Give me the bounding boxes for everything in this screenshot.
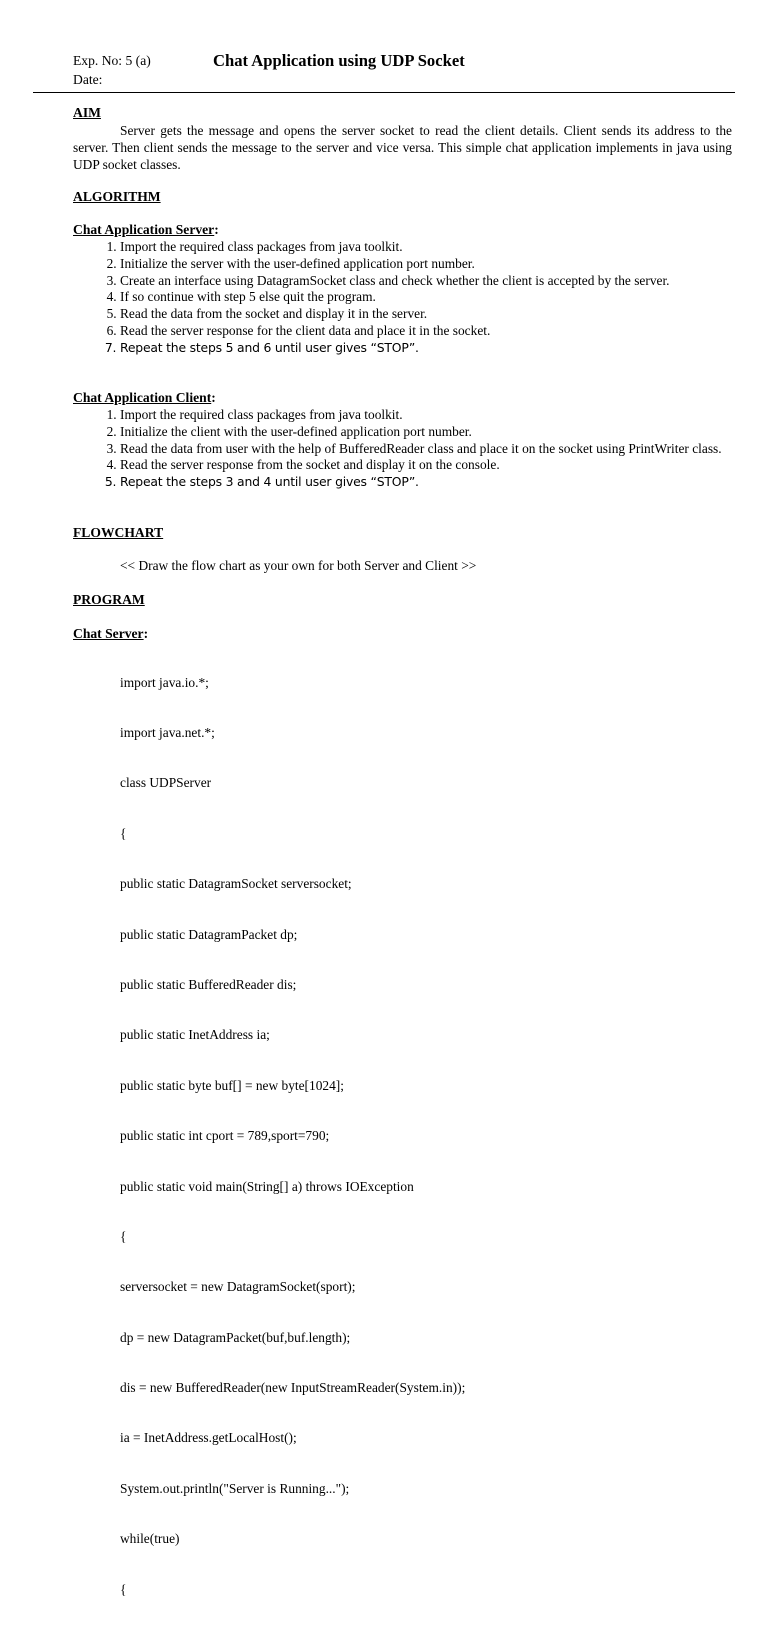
code-line: while(true) [120, 1531, 180, 1547]
client-step: 3. Read the data from user with the help of BufferedReader class and place it on the socket using PrintWriter class. [120, 441, 760, 458]
code-line: { [120, 825, 127, 841]
client-step: 2. Initialize the client with the user-defined application port number. [120, 424, 760, 441]
code-line: class UDPServer [120, 775, 212, 791]
client-algorithm-title-text: Chat Application Client [73, 390, 212, 405]
code-line: ia = InetAddress.getLocalHost(); [120, 1430, 297, 1446]
code-line: dis = new BufferedReader(new InputStreamReader(System.in)); [120, 1380, 466, 1396]
server-algorithm-title [73, 222, 219, 238]
flowchart-heading: FLOWCHART [73, 525, 164, 540]
chat-server-title-text: Chat Server [73, 626, 144, 641]
code-line: serversocket = new DatagramSocket(sport); [120, 1279, 356, 1295]
code-line: public static InetAddress ia; [120, 1027, 270, 1043]
flowchart-note: << Draw the flow chart as your own for both Server and Client >> [120, 558, 477, 573]
server-code-block [120, 641, 465, 1632]
code-line: public static int cport = 789,sport=790; [120, 1128, 330, 1144]
code-line: import java.io.*; [120, 674, 209, 690]
code-line: { [120, 1228, 127, 1244]
server-step: 3. Create an interface using DatagramSocket class and check whether the client is accepted by the server. [120, 273, 760, 290]
server-algorithm-title-colon: : [214, 222, 219, 237]
code-line: public static byte buf[] = new byte[1024]; [120, 1077, 344, 1093]
client-step: 1. Import the required class packages from java toolkit. [120, 407, 760, 424]
code-line: System.out.println("Server is Running..."); [120, 1480, 350, 1496]
code-line: { [120, 1581, 127, 1597]
server-step: 6. Read the server response for the client data and place it in the socket. [120, 323, 760, 340]
server-step: 7. Repeat the steps 5 and 6 until user gives “STOP”. [120, 340, 760, 357]
experiment-number: Exp. No: 5 (a) [73, 53, 151, 68]
chat-server-title-colon: : [143, 626, 149, 641]
server-steps-list [73, 239, 760, 357]
server-step: 5. Read the data from the socket and display it in the server. [120, 306, 760, 323]
code-line: public static BufferedReader dis; [120, 976, 297, 992]
client-algorithm-title [73, 390, 216, 406]
header-divider [33, 92, 735, 93]
aim-paragraph: Server gets the message and opens the server socket to read the client details. Client sends its address to the server. Then client sends the message to the server and vice versa. This simple chat application implements in java using UDP socket classes. [73, 123, 732, 172]
server-step: 1. Import the required class packages from java toolkit. [120, 239, 760, 256]
client-steps-list [73, 407, 760, 491]
client-algorithm-title-colon: : [211, 390, 216, 405]
client-step: 5. Repeat the steps 3 and 4 until user gives “STOP”. [120, 474, 760, 491]
client-step: 4. Read the server response from the socket and display it on the console. [120, 457, 760, 474]
code-line: public static void main(String[] a) throws IOException [120, 1178, 414, 1194]
algorithm-heading: ALGORITHM [73, 189, 161, 204]
aim-heading: AIM [73, 105, 101, 120]
chat-server-title [73, 626, 148, 642]
code-line: dp = new DatagramPacket(buf,buf.length); [120, 1329, 351, 1345]
document-title: Chat Application using UDP Socket [213, 51, 465, 70]
date-label: Date: [73, 72, 103, 87]
code-line: import java.net.*; [120, 724, 215, 740]
code-line: public static DatagramPacket dp; [120, 926, 298, 942]
server-step: 2. Initialize the server with the user-defined application port number. [120, 256, 760, 273]
code-line: public static DatagramSocket serversocket; [120, 876, 352, 892]
server-algorithm-title-text: Chat Application Server [73, 222, 215, 237]
server-step: 4. If so continue with step 5 else quit the program. [120, 289, 760, 306]
program-heading: PROGRAM [73, 592, 145, 607]
